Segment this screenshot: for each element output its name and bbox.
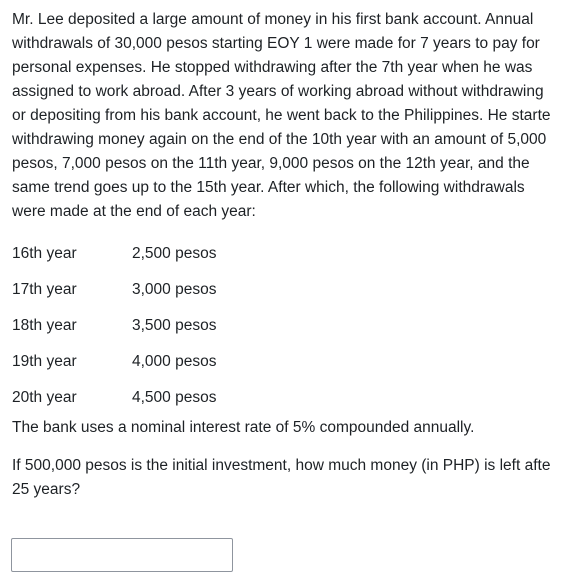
withdrawals-table (12, 236, 563, 416)
prompt-line: 25 years? (12, 481, 81, 498)
withdrawal-row (12, 272, 563, 308)
interest-rate-text: The bank uses a nominal interest rate of 5% compounded annually. (12, 419, 475, 436)
withdrawal-year: 19th year (12, 353, 77, 370)
question-prompt (12, 454, 563, 502)
withdrawal-amount: 3,500 pesos (132, 317, 217, 334)
withdrawal-amount: 4,000 pesos (132, 353, 217, 370)
withdrawal-row (12, 344, 563, 380)
intro-line: were made at the end of each year: (12, 203, 256, 220)
intro-line: pesos, 7,000 pesos on the 11th year, 9,000 pesos on the 12th year, and the (12, 155, 530, 172)
withdrawal-row (12, 308, 563, 344)
withdrawal-row (12, 380, 563, 416)
answer-input[interactable] (11, 538, 233, 572)
intro-line: withdrawing money again on the end of the 10th year with an amount of 5,000 (12, 131, 547, 148)
withdrawal-year: 17th year (12, 281, 77, 298)
withdrawal-year: 18th year (12, 317, 77, 334)
withdrawal-year: 20th year (12, 389, 77, 406)
intro-line: personal expenses. He stopped withdrawing after the 7th year when he was (12, 59, 533, 76)
question-text (12, 8, 563, 502)
intro-line: withdrawals of 30,000 pesos starting EOY 1 were made for 7 years to pay for (12, 35, 540, 52)
withdrawal-amount: 3,000 pesos (132, 281, 217, 298)
withdrawal-row (12, 236, 563, 272)
withdrawal-year: 16th year (12, 245, 77, 262)
intro-line: same trend goes up to the 15th year. After which, the following withdrawals (12, 179, 525, 196)
withdrawal-amount: 2,500 pesos (132, 245, 217, 262)
prompt-line: If 500,000 pesos is the initial investment, how much money (in PHP) is left afte (12, 457, 551, 474)
intro-line: Mr. Lee deposited a large amount of money in his first bank account. Annual (12, 11, 534, 28)
intro-line: assigned to work abroad. After 3 years of working abroad without withdrawing (12, 83, 544, 100)
intro-line: or depositing from his bank account, he went back to the Philippines. He starte (12, 107, 551, 124)
withdrawal-amount: 4,500 pesos (132, 389, 217, 406)
